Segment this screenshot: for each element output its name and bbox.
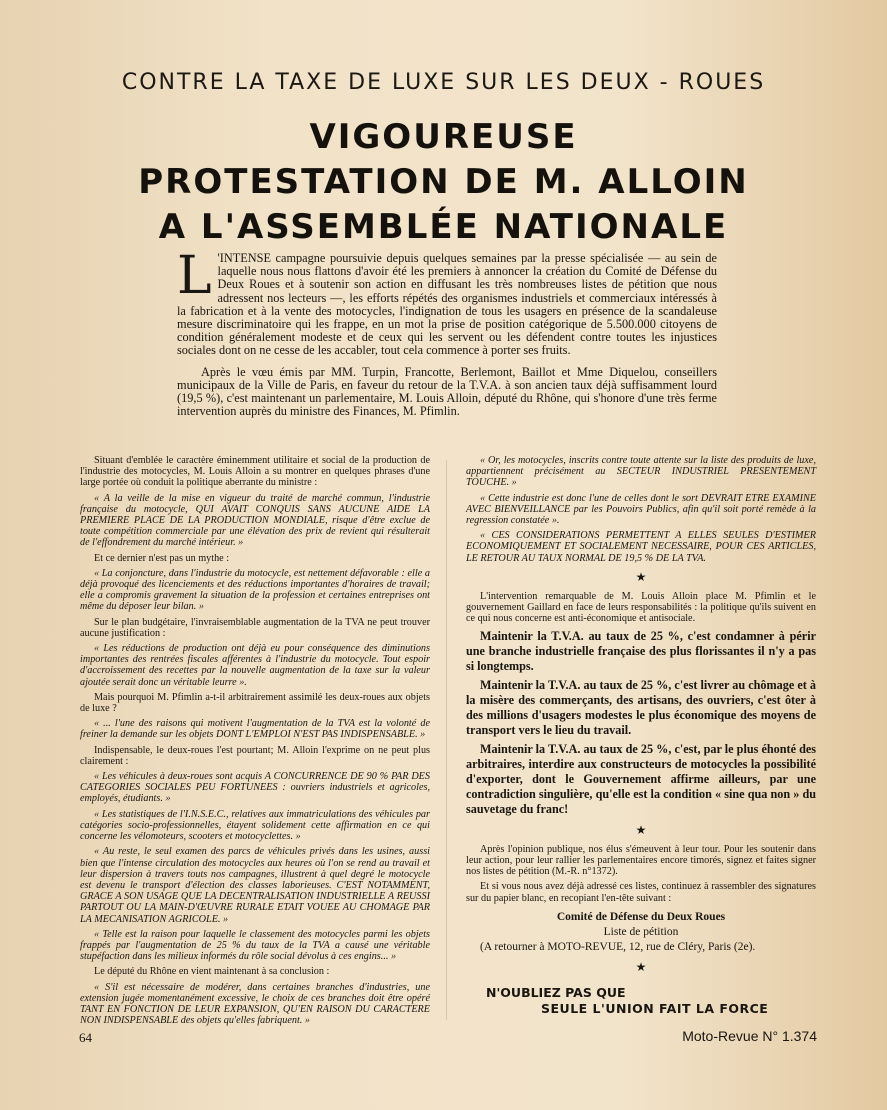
after-paragraph: Et si vous nous avez déjà adressé ces listes, continuez à rassembler des signatures sur du papier blanc, en recopiant l'en-tête suivant : (466, 881, 816, 904)
lead-paragraphs (177, 246, 717, 426)
return-address: (A retourner à MOTO-REVUE, 12, rue de Cléry, Paris (2e). (480, 941, 756, 954)
left-paragraph: « Au reste, le seul examen des parcs de véhicules privés dans les usines, aussi bien que l'intense circulation des motocycles aux heures où l'on se rend au travail et leur dispersion à travers touts nos campagnes, illustrent à quel degré le motocycle est devenu le transport d'élection des classes laborieuses. C'EST NOTAMMENT, GRACE A SON USAGE QUE LA DECENTRALISATION INDUSTRIELLE A REUSSI PARTOUT OU LA MAIN-D'ŒUVRE RURALE ETAIT VOUEE AU CHOMAGE PAR LA MECANISATION AGRICOLE. » (80, 846, 430, 925)
left-paragraph: Le député du Rhône en vient maintenant à sa conclusion : (94, 966, 330, 978)
comite-heading: Comité de Défense du Deux Roues (556, 910, 726, 923)
right-column (466, 455, 816, 1014)
left-paragraph: « Telle est la raison pour laquelle le classement des motocycles parmi les objets frappés par l'augmentation de 25 % du taux de la TVA a causé une véritable stupéfaction dans les milieux informés du rôle social dévolus à ces engins... » (80, 928, 430, 963)
star-separator-icon: ★ (635, 960, 647, 975)
page-number: 64 (79, 1030, 92, 1045)
left-paragraph: « A la veille de la mise en vigueur du traité de marché commun, l'industrie française du motocycle, QUI AVAIT CONQUIS SANS AUCUNE AIDE LA PREMIERE PLACE DE LA PRODUCTION MONDIALE, risque d'être exclue de toute compétition commerciale par une élévation des prix de revient qui résulterait de l'effondrement du marché intérieur. » (80, 492, 430, 549)
lead-paragraph-1: 'INTENSE campagne poursuivie depuis quelques semaines par la presse spécialisée — au sein de laquelle nous nous flattons d'avoir été les premiers à annoncer la création du Comité de Défense du Deux Roues et à soutenir son action en diffusant les très nombreuses listes de pétition que nous adressent nos lecteurs —, les efforts répétés des organismes industriels et commerciaux intéressés à la fabrication et à la vente des motocycles, l'indignation de tous les usagers en présence de la scandaleuse mesure discriminatoire qui les frappe, en un mot la prise de position catégorique de 5.500.000 citoyens de condition généralement modeste et de ceux qui les servent ou les défendent contre toutes les injustices sociales dont on ne cesse de les accabler, tout cela commence à porter ses fruits. (177, 251, 717, 358)
headline-line-2: PROTESTATION DE M. ALLOIN (138, 162, 749, 202)
left-paragraph: « Les réductions de production ont déjà eu pour conséquence des diminutions importantes des rentrées fiscales afférentes à l'industrie du motocycle. Tout espoir d'accroissement des recettes par la nouvelle augmentation de la taxe sur la valeur ajoutée serait donc un véritable leurre ». (80, 643, 430, 688)
intervention-paragraph: L'intervention remarquable de M. Louis Alloin place M. Pfimlin et le gouvernement Gaillard en face de leurs responsabilités : la politique qu'ils suivent en ce qui nous concerne est anti-économique et antisociale. (466, 591, 816, 625)
left-column (80, 455, 430, 1030)
right-quote: « CES CONSIDERATIONS PERMETTENT A ELLES SEULES D'ESTIMER ECONOMIQUEMENT ET SOCIALEMENT NECESSAIRE, POUR CES ARTICLES, LE RETOUR AU TAUX NORMAL DE 19,5 % DE LA TVA. (466, 530, 816, 564)
bold-statement: Maintenir la T.V.A. au taux de 25 %, c'est condamner à périr une branche industrielle française des plus florissantes il n'y a pas si longtemps. (466, 628, 816, 673)
column-divider (446, 460, 447, 1020)
left-paragraph: Et ce dernier n'est pas un mythe : (94, 552, 230, 564)
slogan (466, 985, 816, 1016)
star-separator-icon: ★ (635, 822, 647, 837)
slogan-line-2: SEULE L'UNION FAIT LA FORCE (541, 1000, 769, 1016)
kicker-title: CONTRE LA TAXE DE LUXE SUR LES DEUX - ROUES (121, 70, 766, 95)
drop-cap: L (177, 246, 212, 306)
star-separator-icon: ★ (635, 569, 647, 584)
left-paragraph: « Les véhicules à deux-roues sont acquis A CONCURRENCE DE 90 % PAR DES CATEGORIES SOCIALES PEU FORTUNEES : ouvriers industriels et agricoles, employés, étudiants. » (80, 771, 430, 805)
after-paragraph: Après l'opinion publique, nos élus s'émeuvent à leur tour. Pour les soutenir dans leur action, pour leur rallier les parlementaires encore timorés, signez et faites signer nos listes de pétition (M.-R. n°1372). (466, 843, 816, 878)
left-paragraph: Mais pourquoi M. Pfimlin a-t-il arbitrairement assimilé les deux-roues aux objets de luxe ? (80, 691, 430, 715)
bold-statement: Maintenir la T.V.A. au taux de 25 %, c'est livrer au chômage et à la misère des commerçants, des artisans, des ouvriers, c'est ôter à des millions d'usagers modestes le plus économique des moyens de transport vers le lieu du travail. (466, 677, 816, 737)
petition-label: Liste de pétition (603, 926, 679, 939)
left-paragraph: Indispensable, le deux-roues l'est pourtant; M. Alloin l'exprime on ne peut plus clairement : (80, 744, 430, 767)
left-paragraph: « S'il est nécessaire de modérer, dans certaines branches d'industries, une extension jugée momentanément excessive, le choix de ces branches doit être opéré TANT EN FONCTION DE LEUR EXPANSION, QU'EN RAISON DU CARACTERE NON INDISPENSABLE des objets qu'elles fabriquent. » (80, 981, 430, 1027)
headline-line-3: A L'ASSEMBLÉE NATIONALE (158, 207, 729, 247)
left-paragraph: Situant d'emblée le caractère éminemment utilitaire et social de la production de l'industrie des motocycles, M. Louis Alloin a su montrer en quelques phrases d'une large portée où conduit la politique aberrante du ministre : (80, 455, 430, 489)
headline (0, 115, 887, 250)
lead-paragraph-2: Après le vœu émis par MM. Turpin, Francotte, Berlemont, Baillot et Mme Diquelou, conseillers municipaux de la Ville de Paris, en faveur du retour de la T.V.A. à son ancien taux déjà suffisamment lourd (19,5 %), c'est maintenant un parlementaire, M. Louis Alloin, député du Rhône, qui s'honore d'une très ferme intervention auprès du ministre des Finances, M. Pfimlin. (177, 364, 717, 419)
right-quote: « Or, les motocycles, inscrits contre toute attente sur la liste des produits de luxe, appartiennent précisément au SECTEUR INDUSTRIEL PRESENTEMENT TOUCHE. » (466, 455, 816, 489)
left-paragraph: Sur le plan budgétaire, l'invraisemblable augmentation de la TVA ne peut trouver aucune justification : (80, 616, 430, 639)
left-paragraph: « Les statistiques de l'I.N.S.E.C., relatives aux immatriculations des véhicules par catégories socio-professionnelles, étayent solidement cette affirmation en ce qui concerne les vélomoteurs, scooters et motocyclettes. » (80, 808, 430, 843)
left-paragraph: « ... l'une des raisons qui motivent l'augmentation de la TVA est la volonté de freiner la demande sur les objets DONT L'EMPLOI N'EST PAS INDISPENSABLE. » (80, 718, 430, 741)
slogan-line-1: N'OUBLIEZ PAS QUE (486, 985, 626, 1001)
right-quote: « Cette industrie est donc l'une de celles dont le sort DEVRAIT ETRE EXAMINE AVEC BIENVEILLANCE par les Pouvoirs Publics, afin qu'il soit porté remède à la regression constatée ». (466, 492, 816, 527)
headline-line-1: VIGOUREUSE (309, 117, 578, 157)
bold-statement: Maintenir la T.V.A. au taux de 25 %, c'est, par le plus éhonté des arbitraires, interdire aux constructeurs de motocycles la possibilité d'exporter, dont le Gouvernement affirme ailleurs, par une contradiction singulière, qu'elle est la condition « sine qua non » du sauvetage du franc! (466, 741, 816, 816)
left-paragraph: « La conjoncture, dans l'industrie du motocycle, est nettement défavorable : elle a déjà provoqué des licenciements et des réductions importantes d'horaires de travail; elle a compromis gravement la situation de la profession et certaines entreprises ont même du déposer leur bilan. » (80, 567, 430, 613)
magazine-issue: Moto-Revue N° 1.374 (682, 1028, 817, 1044)
